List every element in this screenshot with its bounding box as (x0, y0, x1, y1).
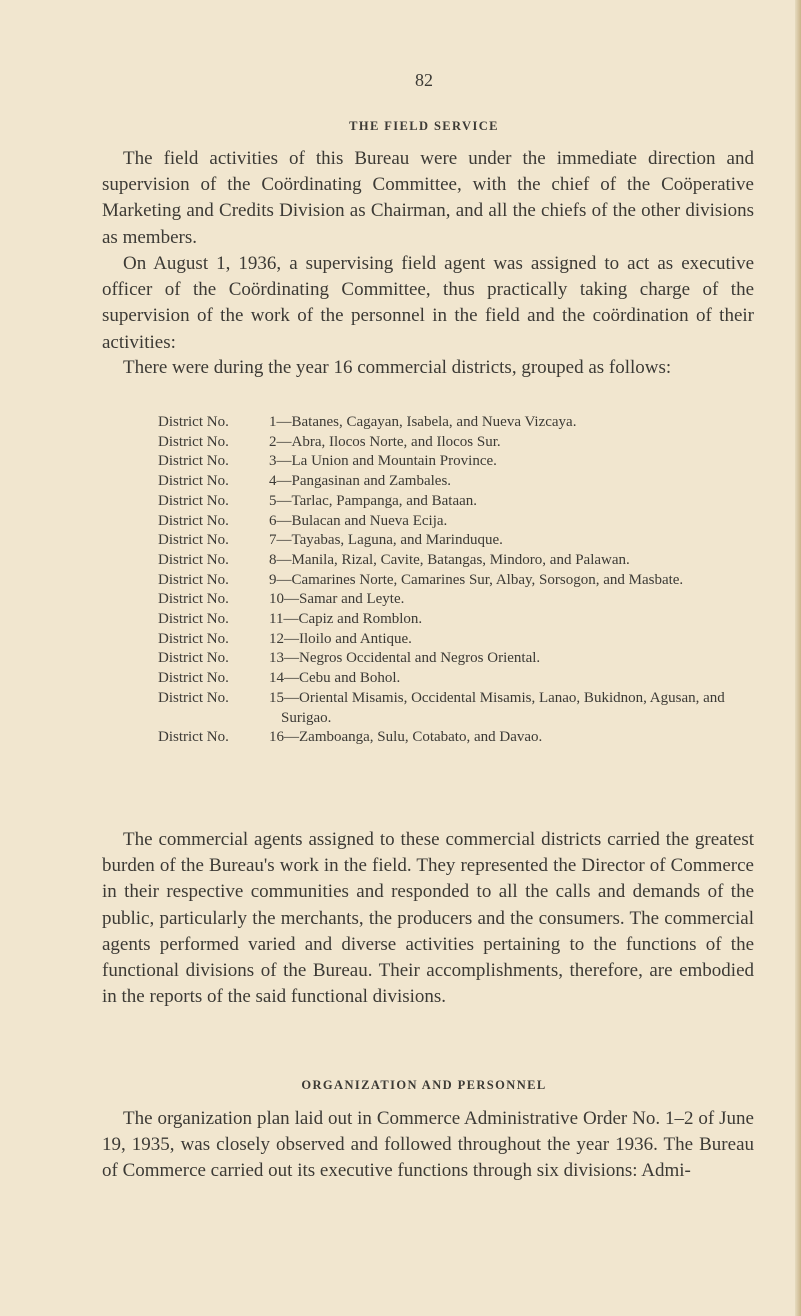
district-description: 11—Capiz and Romblon. (269, 611, 423, 628)
district-label: District No. (158, 512, 229, 529)
section-heading-organization: ORGANIZATION AND PERSONNEL (301, 1078, 547, 1092)
district-description: 13—Negros Occidental and Negros Oriental. (269, 650, 541, 667)
section-heading-field-service: THE FIELD SERVICE (349, 119, 499, 133)
district-label: District No. (158, 532, 229, 549)
district-label: District No. (158, 729, 229, 746)
district-description: 8—Manila, Rizal, Cavite, Batangas, Mindoro, and Palawan. (269, 551, 630, 568)
paragraph-organization-plan: The organization plan laid out in Commerce Administrative Order No. 1–2 of June 19, 1935, was closely observed and followed throughout the year 1936. The Bureau of Commerce carried out its executive functions through six divisions: Admi- (102, 1108, 754, 1182)
district-row (158, 452, 758, 472)
district-description: 7—Tayabas, Laguna, and Marinduque. (269, 532, 503, 549)
paragraph-supervising-agent: On August 1, 1936, a supervising field agent was assigned to act as executive officer of the Coördinating Committee, thus practically taking charge of the supervision of the work of the personnel in the field and the coördination of their activities: (102, 253, 754, 353)
paragraph-field-activities: The field activities of this Bureau were under the immediate direction and supervision of the Coördinating Committee, with the chief of the Coöperative Marketing and Credits Division as Chairman, and all the chiefs of the other divisions as members. (102, 148, 754, 248)
district-row (158, 492, 758, 512)
district-description: 14—Cebu and Bohol. (269, 670, 401, 687)
district-row (158, 531, 758, 551)
district-label: District No. (158, 591, 229, 608)
paragraph-commercial-agents: The commercial agents assigned to these commercial districts carried the greatest burden of the Bureau's work in the field. They represented the Director of Commerce in their respective communities and responded to all the calls and demands of the public, particularly the merchants, the producers and the consumers. The commercial agents performed varied and diverse activities pertaining to the functions of the functional divisions of the Bureau. Their accomplishments, therefore, are embodied in the reports of the said functional divisions. (102, 829, 754, 1008)
district-description: 5—Tarlac, Pampanga, and Bataan. (269, 492, 478, 509)
district-row (158, 413, 758, 433)
district-row (158, 512, 758, 532)
district-description: 1—Batanes, Cagayan, Isabela, and Nueva Vizcaya. (269, 414, 577, 430)
district-description: 10—Samar and Leyte. (269, 591, 405, 608)
district-row (158, 551, 758, 571)
district-description: 16—Zamboanga, Sulu, Cotabato, and Davao. (269, 729, 543, 746)
district-label: District No. (158, 650, 229, 667)
district-label: District No. (158, 473, 229, 490)
district-description: 3—La Union and Mountain Province. (269, 453, 497, 470)
district-label: District No. (158, 551, 229, 568)
district-row (158, 728, 758, 748)
district-description: 9—Camarines Norte, Camarines Sur, Albay, Sorsogon, and Masbate. (269, 571, 684, 588)
page-number: 82 (415, 70, 433, 90)
district-description: 12—Iloilo and Antique. (269, 630, 412, 647)
district-row (158, 630, 758, 650)
district-description: 4—Pangasinan and Zambales. (269, 473, 452, 490)
district-row (158, 433, 758, 453)
district-label: District No. (158, 689, 229, 706)
district-row (158, 669, 758, 689)
district-label: District No. (158, 670, 229, 687)
district-description: 2—Abra, Ilocos Norte, and Ilocos Sur. (269, 433, 501, 450)
district-label: District No. (158, 414, 229, 430)
district-row (158, 472, 758, 492)
district-row (158, 649, 758, 669)
district-label: District No. (158, 571, 229, 588)
district-description: 6—Bulacan and Nueva Ecija. (269, 512, 448, 529)
district-label: District No. (158, 453, 229, 470)
district-label: District No. (158, 630, 229, 647)
district-row (158, 571, 758, 591)
district-description: 15—Oriental Misamis, Occidental Misamis, Lanao, Bukidnon, Agusan, and Surigao. (269, 689, 725, 726)
district-label: District No. (158, 433, 229, 450)
district-row (158, 689, 758, 728)
district-label: District No. (158, 492, 229, 509)
paragraph-districts-intro: There were during the year 16 commercial districts, grouped as follows: (123, 357, 672, 378)
district-list (158, 413, 758, 748)
district-label: District No. (158, 611, 229, 628)
page-edge (795, 0, 801, 1316)
district-row (158, 590, 758, 610)
district-row (158, 610, 758, 630)
